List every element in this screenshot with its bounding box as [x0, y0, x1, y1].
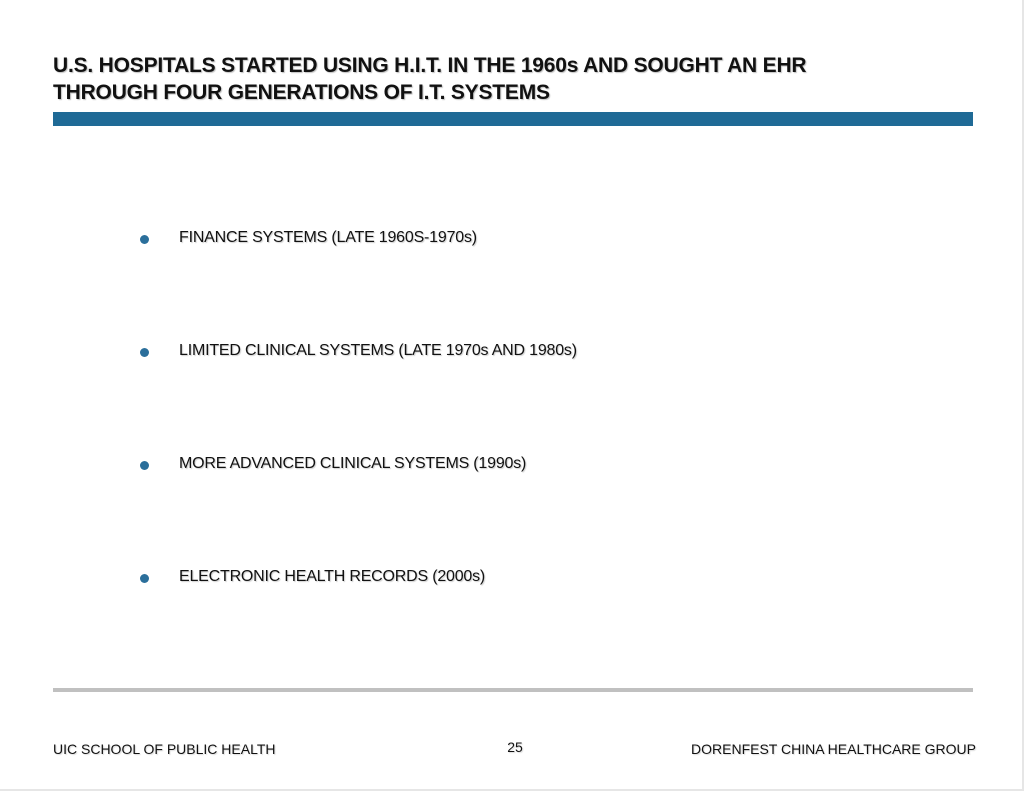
bullet-dot-icon — [140, 574, 149, 583]
slide-title — [53, 52, 973, 106]
bullet-item — [140, 452, 920, 565]
bullet-text: MORE ADVANCED CLINICAL SYSTEMS (1990s) — [179, 455, 527, 472]
slide-title-line-1: U.S. HOSPITALS STARTED USING H.I.T. IN THE 1960s AND SOUGHT AN EHR — [53, 54, 807, 77]
bullet-text: LIMITED CLINICAL SYSTEMS (LATE 1970s AND 1980s) — [179, 342, 577, 359]
slide-title-line-2: THROUGH FOUR GENERATIONS OF I.T. SYSTEMS — [53, 81, 550, 104]
bullet-list — [140, 226, 920, 678]
footer-company: DORENFEST CHINA HEALTHCARE GROUP — [691, 741, 976, 757]
title-rule — [53, 112, 973, 126]
footer-organization: UIC SCHOOL OF PUBLIC HEALTH — [53, 741, 276, 757]
bullet-text: ELECTRONIC HEALTH RECORDS (2000s) — [179, 568, 486, 585]
bullet-dot-icon — [140, 461, 149, 470]
bullet-item — [140, 565, 920, 678]
page-number: 25 — [507, 739, 523, 755]
bullet-dot-icon — [140, 235, 149, 244]
bullet-dot-icon — [140, 348, 149, 357]
bullet-text: FINANCE SYSTEMS (LATE 1960S-1970s) — [179, 229, 477, 246]
bullet-item — [140, 226, 920, 339]
bullet-item — [140, 339, 920, 452]
footer-rule — [53, 688, 973, 692]
